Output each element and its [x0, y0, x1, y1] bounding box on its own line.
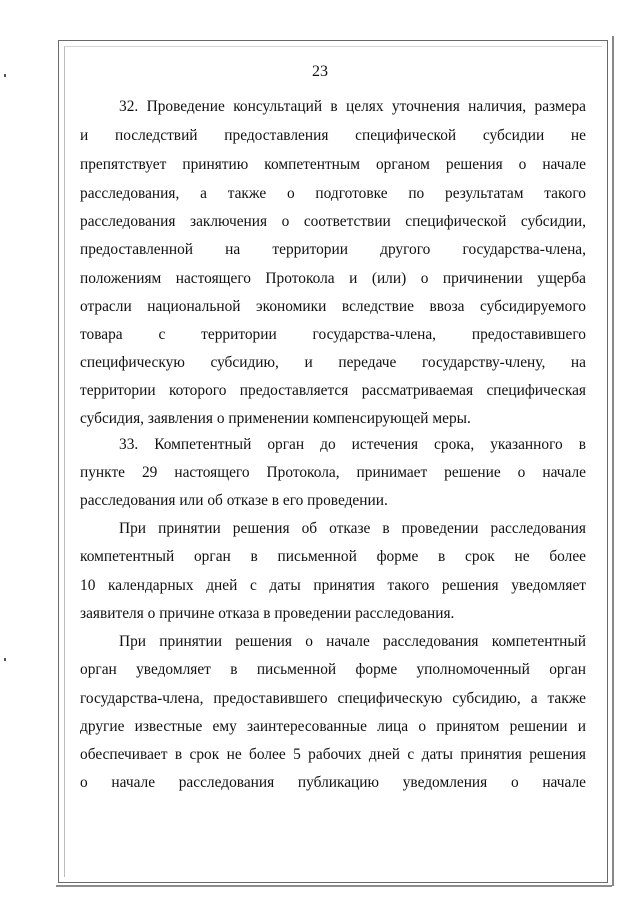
text-line: При принятии решения об отказе в проведении расследования [119, 520, 586, 537]
text-line: При принятии решения о начале расследования компетентный [119, 633, 586, 650]
page-border-bottom-edge [56, 885, 612, 887]
text-line: специфическую субсидию, и передаче государству-члену, на [80, 354, 586, 371]
text-line: предоставленной на территории другого государства-члена, [80, 241, 586, 258]
text-line: 32. Проведение консультаций в целях уточнения наличия, размера [119, 98, 586, 115]
text-line: отрасли национальной экономики вследствие ввоза субсидируемого [80, 298, 586, 315]
text-line: пункте 29 настоящего Протокола, принимает решение о начале [80, 464, 586, 481]
text-line: территории которого предоставляется рассматриваемая специфическая [80, 382, 586, 399]
text-line: товара с территории государства-члена, предоставившего [80, 326, 586, 343]
text-line: субсидия, заявления о применении компенсирующей меры. [80, 410, 471, 427]
text-line: другие известные ему заинтересованные лица о принятом решении и [80, 718, 586, 735]
text-line: расследования или об отказе в его проведении. [80, 492, 388, 509]
text-line: положениям настоящего Протокола и (или) о причинении ущерба [80, 270, 586, 287]
text-line: расследования заключения о соответствии специфической субсидии, [80, 213, 586, 230]
scan-speck [4, 658, 6, 661]
text-line: обеспечивает в срок не более 5 рабочих дней с даты принятия решения [80, 746, 586, 763]
text-line: о начале расследования публикацию уведомления о начале [80, 774, 586, 791]
text-line: государства-члена, предоставившего специфическую субсидию, а также [80, 690, 586, 707]
text-line: 33. Компетентный орган до истечения срока, указанного в [119, 436, 586, 453]
page-number: 23 [312, 63, 328, 80]
text-line: орган уведомляет в письменной форме уполномоченный орган [80, 661, 586, 678]
text-line: компетентный орган в письменной форме в срок не более [80, 548, 586, 565]
text-line: препятствует принятию компетентным органом решения о начале [80, 156, 586, 173]
text-line: заявителя о причине отказа в проведении расследования. [80, 605, 455, 622]
text-line: расследования, а также о подготовке по результатам такого [80, 185, 586, 202]
text-line: и последствий предоставления специфической субсидии не [80, 127, 586, 144]
text-line: 10 календарных дней с даты принятия такого решения уведомляет [80, 577, 586, 594]
page-border-right-edge [612, 36, 614, 886]
